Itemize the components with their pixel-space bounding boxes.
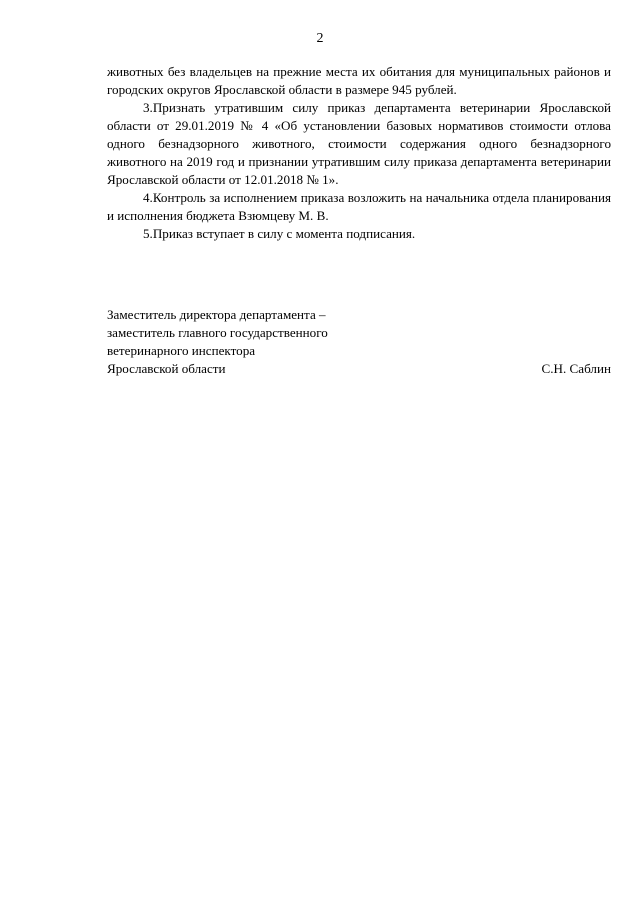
paragraph-continuation: животных без владельцев на прежние места их обитания для муниципальных районов и городских округов Ярославской области в размере 945 рублей. — [107, 64, 611, 97]
paragraph-item-3: 3.Признать утратившим силу приказ департамента ветеринарии Ярославской области от 29.01.2019 № 4 «Об установлении базовых нормативов стоимости отлова одного безнадзорного животного, стоимости содержания одного безнадзорного животного на 2019 год и признании утратившим силу приказа департамента ветеринарии Ярославской области от 12.01.2018 № 1». — [107, 100, 611, 187]
signatory-position-line: заместитель главного государственного — [107, 325, 328, 340]
paragraph-item-4: 4.Контроль за исполнением приказа возложить на начальника отдела планирования и исполнения бюджета Взюмцеву М. В. — [107, 190, 611, 223]
signatory-position-line: Заместитель директора департамента – — [107, 307, 326, 322]
signatory-position-line: ветеринарного инспектора — [107, 343, 256, 358]
page-number: 2 — [316, 31, 324, 46]
paragraph-item-5: 5.Приказ вступает в силу с момента подписания. — [143, 226, 416, 241]
signature-final-row — [107, 360, 611, 378]
document-body — [107, 63, 611, 243]
signature-block — [107, 306, 611, 378]
signatory-name: С.Н. Саблин — [541, 361, 611, 376]
signatory-position-line: Ярославской области — [107, 361, 226, 376]
